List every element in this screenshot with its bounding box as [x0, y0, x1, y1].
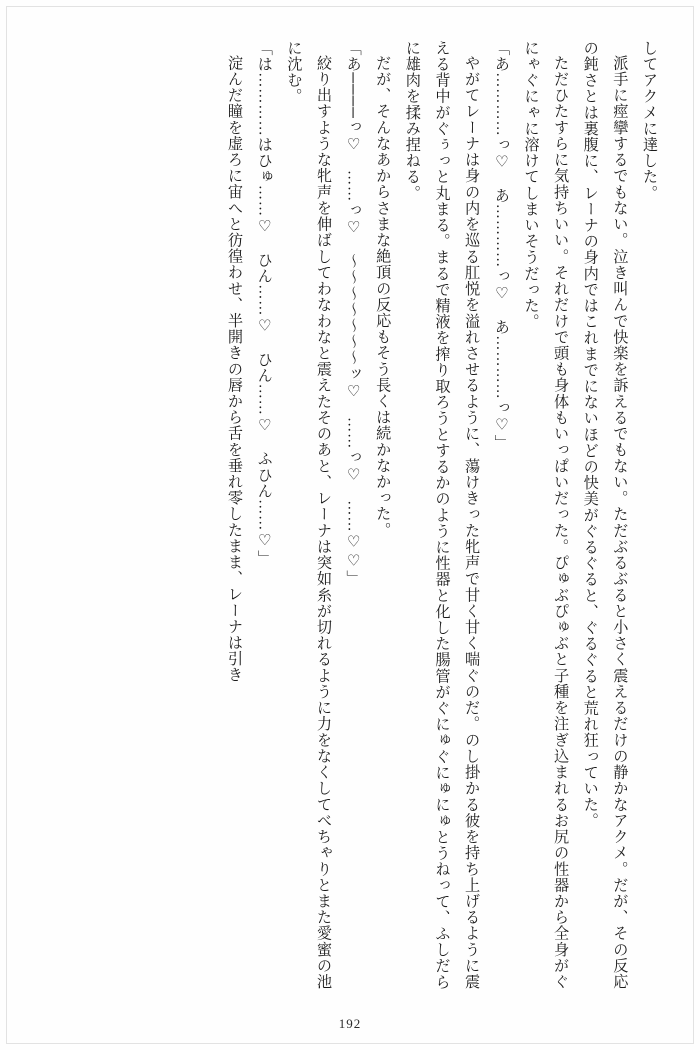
- paragraph-3: ただひたすらに気持ちいい。それだけで頭も身体もいっぱいだった。ぴゅぶぴゅぶと子種を注ぎ込まれるお尻の性器から全身がぐにゃぐにゃに溶けてしまいそうだった。: [522, 40, 570, 990]
- paragraph-10: 淀んだ瞳を虚ろに宙へと彷徨わせ、半開きの唇から舌を垂れ零したまま、レーナは引き: [226, 55, 244, 684]
- paragraph-8: 絞り出すような牝声を伸ばしてわなわなと震えたそのあと、レーナは突如糸が切れるように力をなくしてべちゃりとまた愛蜜の池に沈む。: [285, 40, 332, 990]
- paragraph-4: 「あ…………っ♡ あ…………っ♡ あ…………っ♡」: [492, 40, 510, 451]
- page-number: 192: [338, 1016, 362, 1031]
- paragraph-2: 派手に痙攣するでもない。泣き叫んで快楽を訴えるでもない。ただぶるぶると小さく震えるだけの静かなアクメ。だが、その反応の鈍さとは裏腹に、レーナの身内ではこれまでにないほどの快美がぐるぐると、ぐるぐると荒れ狂っていた。: [581, 40, 629, 990]
- paragraph-7: 「あ────っ♡ ……っ♡ 〜〜〜〜〜〜〜ッ♡ ……っ♡ ……♡♡」: [344, 40, 362, 587]
- page-text-body: [36, 40, 664, 990]
- paragraph-1: してアクメに達した。: [641, 40, 658, 201]
- paragraph-9: 「は…………はひゅ……♡ ひん……♡ ひん……♡ ふひん……♡」: [255, 40, 273, 567]
- paragraph-5: やがてレーナは身の内を巡る肛悦を溢れさせるように、蕩けきった牝声で甘く甘く喘ぐのだ。のし掛かる彼を持ち上げるように震える背中がぐぅっと丸まる。まるで精液を搾り取ろうとするかのように性器と化した腸管がぐにゅぐにゅにゅとうねって、ふしだらに雄肉を揉み捏ねる。: [403, 40, 481, 990]
- paragraph-6: だが、そんなあからさまな絶頂の反応もそう長くは続かなかった。: [374, 55, 392, 539]
